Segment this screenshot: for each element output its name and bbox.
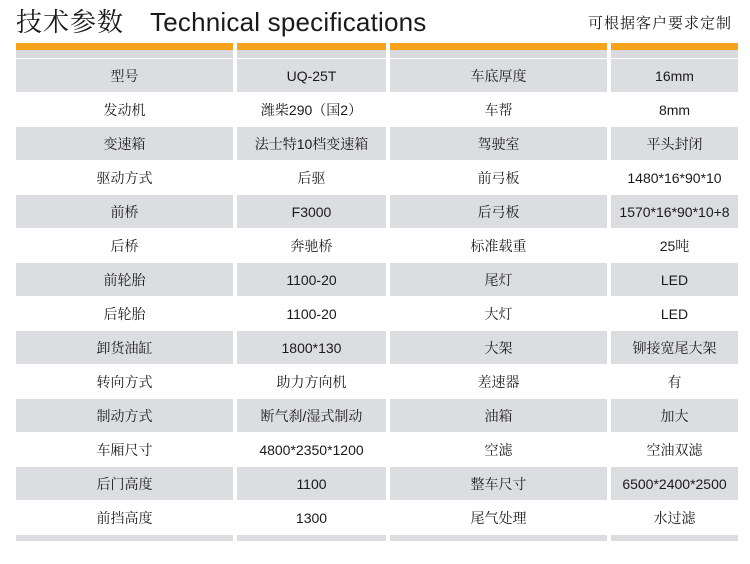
spec-value: 潍柴290（国2）: [237, 93, 386, 127]
spec-value: 6500*2400*2500: [611, 467, 738, 501]
spec-value: LED: [611, 263, 738, 297]
spec-label: 前挡高度: [16, 501, 233, 535]
table-row: [16, 229, 738, 263]
table-row: [16, 501, 738, 535]
spec-value: 1100-20: [237, 263, 386, 297]
spec-label: 车厢尺寸: [16, 433, 233, 467]
spec-value: 有: [611, 365, 738, 399]
spec-label: 后弓板: [390, 195, 607, 229]
spec-value: 法士特10档变速箱: [237, 127, 386, 161]
title-english: Technical specifications: [150, 7, 427, 37]
table-row: [16, 195, 738, 229]
header-bar-segment: [611, 43, 738, 59]
spec-label: 驱动方式: [16, 161, 233, 195]
spec-value: 1300: [237, 501, 386, 535]
table-row: [16, 467, 738, 501]
table-row: [16, 297, 738, 331]
spec-value: 水过滤: [611, 501, 738, 535]
spec-label: 空滤: [390, 433, 607, 467]
spec-label: 前弓板: [390, 161, 607, 195]
spec-label: 前轮胎: [16, 263, 233, 297]
page-title: [16, 4, 427, 40]
footer-bar-segment: [611, 535, 738, 541]
spec-value: 1480*16*90*10: [611, 161, 738, 195]
spec-label: 发动机: [16, 93, 233, 127]
spec-value: 1100-20: [237, 297, 386, 331]
spec-value: 1800*130: [237, 331, 386, 365]
spec-label: 后轮胎: [16, 297, 233, 331]
spec-label: 大架: [390, 331, 607, 365]
spec-label: 尾灯: [390, 263, 607, 297]
spec-label: 车底厚度: [390, 59, 607, 93]
spec-label: 型号: [16, 59, 233, 93]
spec-value: 1570*16*90*10+8: [611, 195, 738, 229]
spec-label: 尾气处理: [390, 501, 607, 535]
table-row: [16, 161, 738, 195]
spec-label: 大灯: [390, 297, 607, 331]
spec-value: LED: [611, 297, 738, 331]
table-row: [16, 127, 738, 161]
spec-value: 16mm: [611, 59, 738, 93]
footer-bar-segment: [390, 535, 607, 541]
table-row: [16, 93, 738, 127]
footer-bar-segment: [16, 535, 233, 541]
footer-bar-segment: [237, 535, 386, 541]
table-header-bar: [16, 43, 738, 59]
table-footer-bar: [16, 535, 738, 541]
table-row: [16, 399, 738, 433]
header-bar-segment: [390, 43, 607, 59]
spec-value: UQ-25T: [237, 59, 386, 93]
spec-label: 前桥: [16, 195, 233, 229]
table-row: [16, 365, 738, 399]
spec-value: 8mm: [611, 93, 738, 127]
spec-value: 4800*2350*1200: [237, 433, 386, 467]
spec-label: 车帮: [390, 93, 607, 127]
spec-value: 加大: [611, 399, 738, 433]
spec-value: 断气刹/湿式制动: [237, 399, 386, 433]
spec-label: 整车尺寸: [390, 467, 607, 501]
spec-table: [16, 43, 738, 535]
spec-value: 奔驰桥: [237, 229, 386, 263]
spec-value: 铆接宽尾大架: [611, 331, 738, 365]
spec-label: 差速器: [390, 365, 607, 399]
spec-label: 后门高度: [16, 467, 233, 501]
spec-label: 变速箱: [16, 127, 233, 161]
table-row: [16, 59, 738, 93]
spec-value: 25吨: [611, 229, 738, 263]
spec-label: 制动方式: [16, 399, 233, 433]
title-chinese: 技术参数: [16, 7, 125, 37]
spec-rows: [16, 59, 738, 535]
table-row: [16, 433, 738, 467]
spec-label: 卸货油缸: [16, 331, 233, 365]
spec-label: 标准载重: [390, 229, 607, 263]
spec-value: 助力方向机: [237, 365, 386, 399]
header-bar-segment: [16, 43, 233, 59]
spec-value: 1100: [237, 467, 386, 501]
spec-value: 平头封闭: [611, 127, 738, 161]
header-bar-segment: [237, 43, 386, 59]
table-row: [16, 263, 738, 297]
spec-value: 后驱: [237, 161, 386, 195]
spec-label: 驾驶室: [390, 127, 607, 161]
spec-label: 转向方式: [16, 365, 233, 399]
spec-value: 空油双滤: [611, 433, 738, 467]
customization-note: 可根据客户要求定制: [587, 15, 732, 32]
spec-value: F3000: [237, 195, 386, 229]
page-header: [0, 0, 750, 44]
spec-label: 油箱: [390, 399, 607, 433]
spec-label: 后桥: [16, 229, 233, 263]
table-row: [16, 331, 738, 365]
